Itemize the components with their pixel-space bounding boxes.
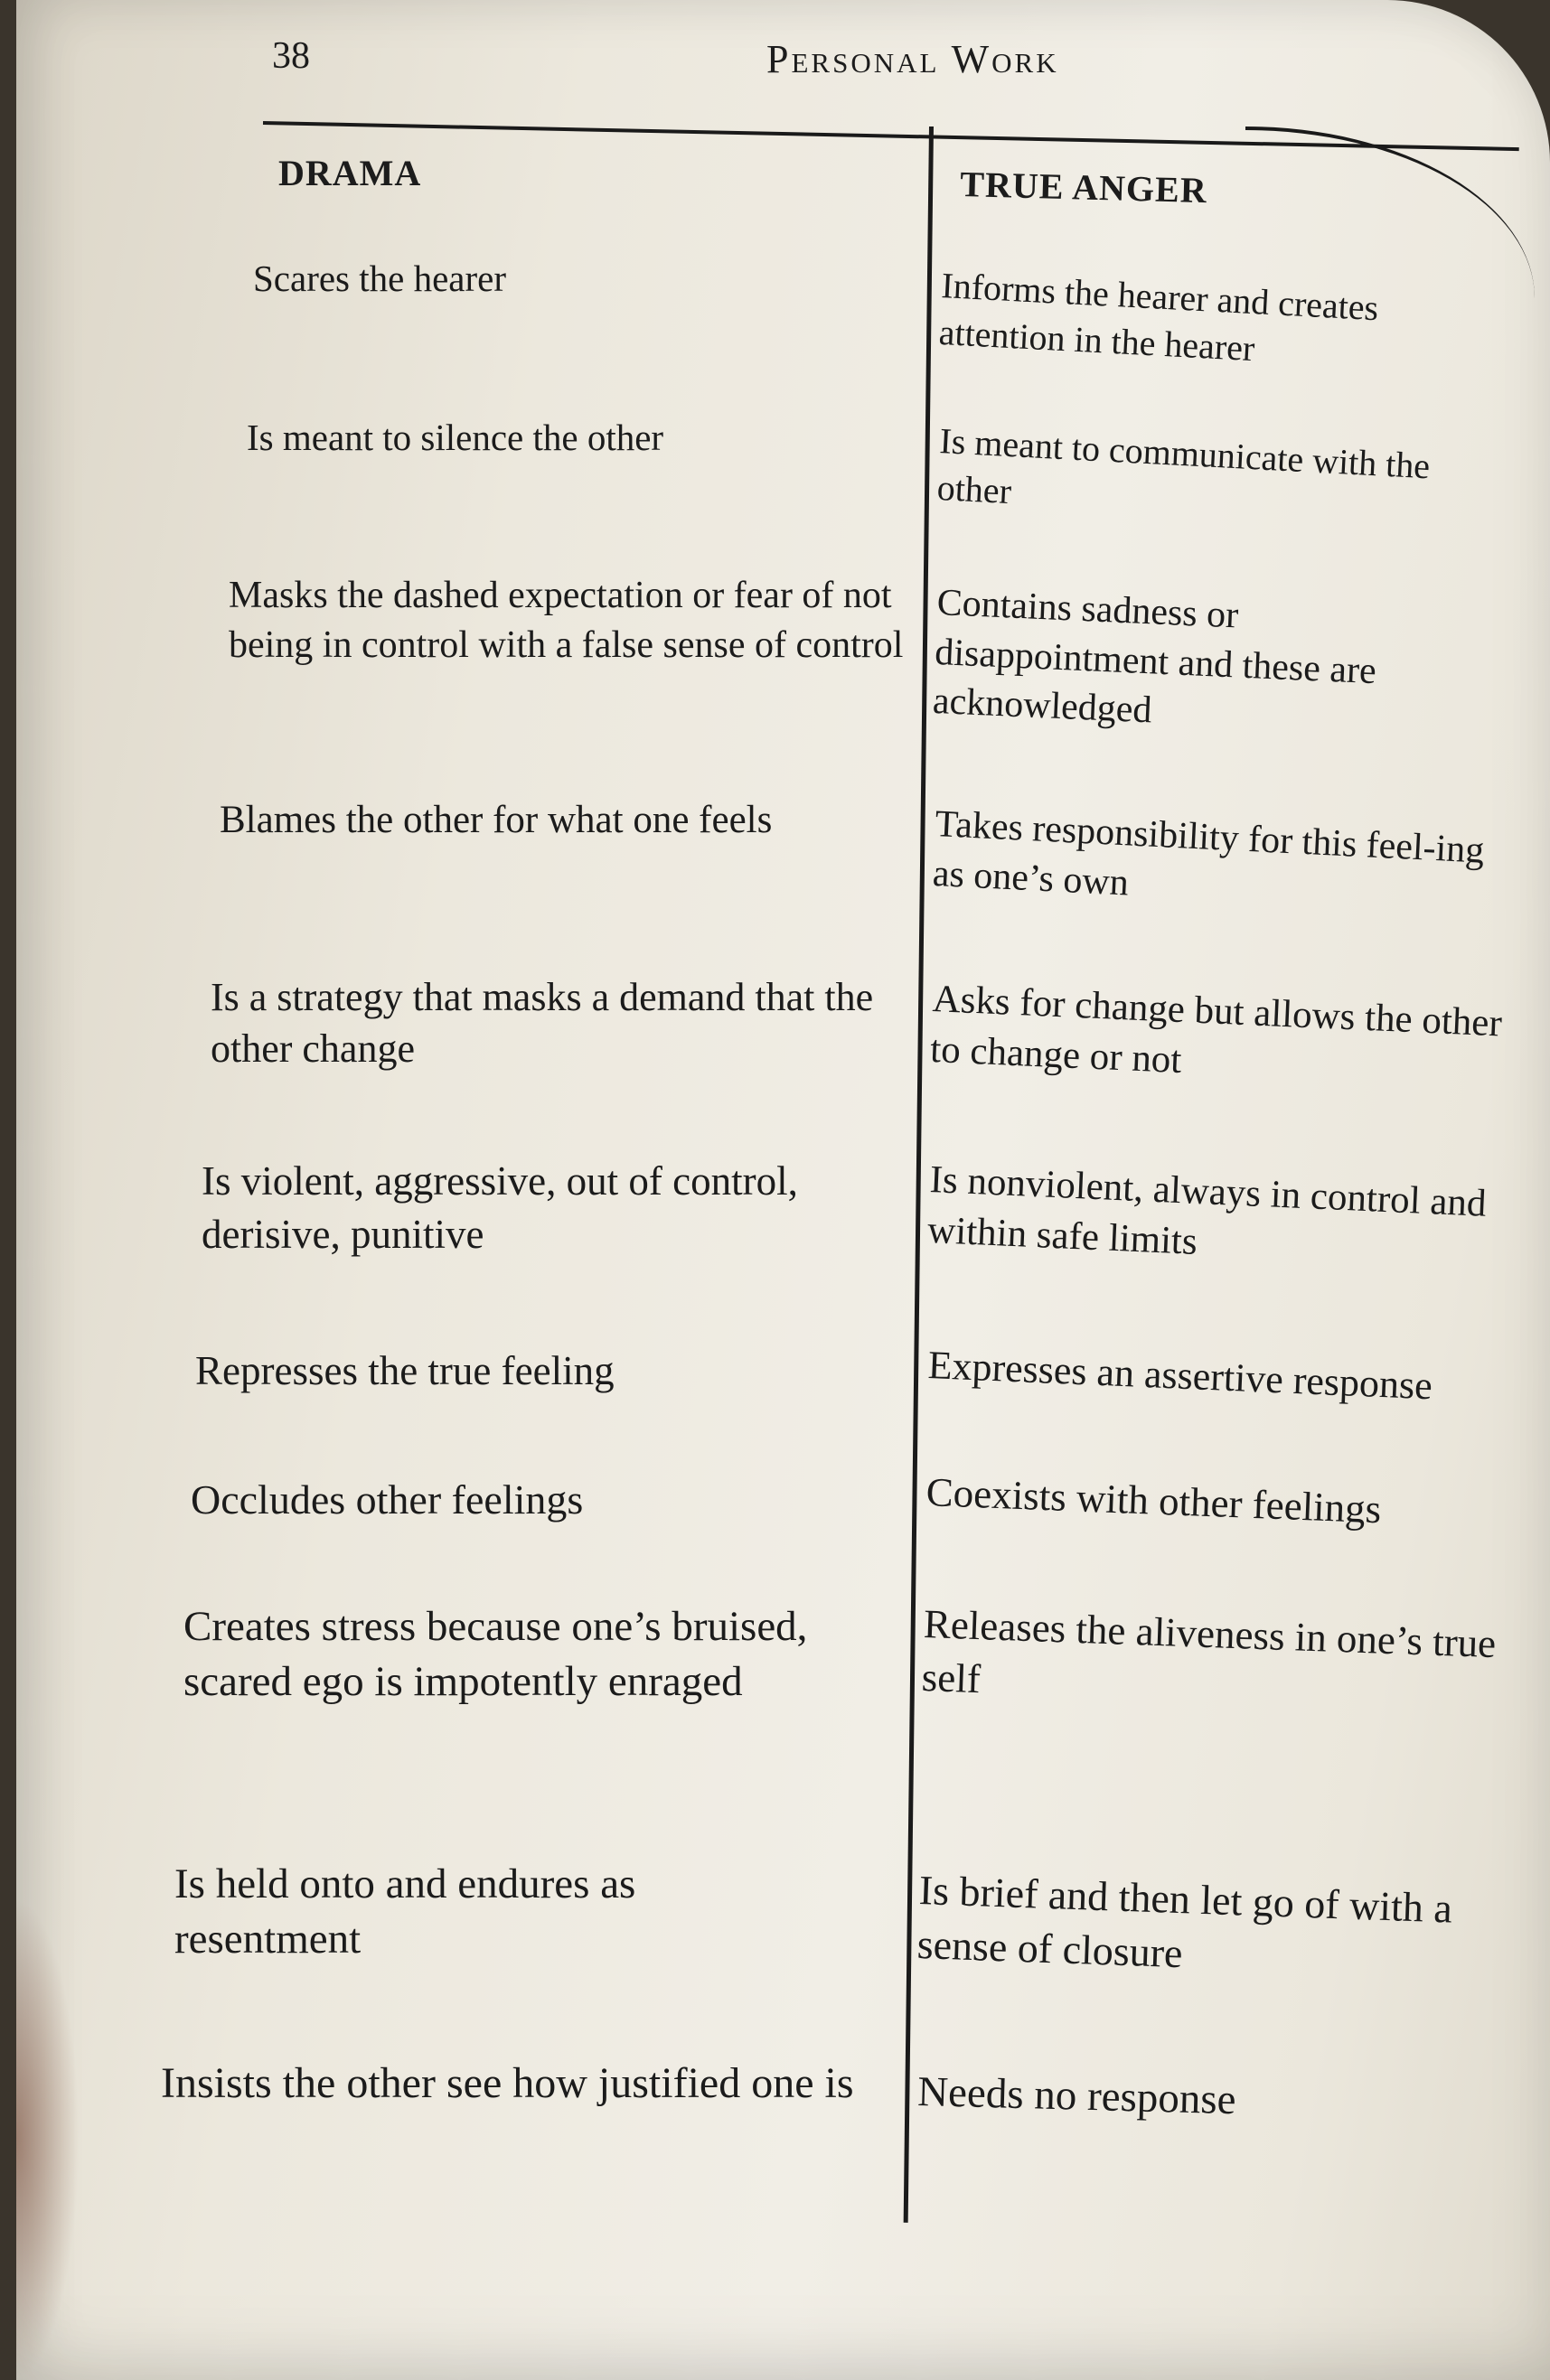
drama-cell: Masks the dashed expectation or fear of not being in control with a false sense of control: [229, 575, 904, 666]
true-anger-cell: Contains sadness or disappointment and these are acknowledged: [932, 581, 1377, 732]
running-head: Personal Work: [766, 37, 1059, 81]
true-anger-cell: Informs the hearer and creates attention in the hearer: [937, 264, 1380, 370]
table-top-rule-curve: [1245, 126, 1535, 302]
drama-cell: Insists the other see how justified one is: [161, 2059, 854, 2107]
drama-cell: Occludes other feelings: [191, 1476, 584, 1523]
drama-cell: Is a strategy that masks a demand that the other change: [211, 975, 874, 1072]
true-anger-cell: Needs no response: [916, 2067, 1237, 2124]
drama-cell: Represses the true feeling: [195, 1348, 615, 1393]
page-number: 38: [272, 35, 310, 77]
true-anger-cell: Is meant to communicate with the other: [935, 419, 1432, 512]
true-anger-cell: Is brief and then let go of with a sense of closure: [916, 1866, 1453, 1976]
true-anger-cell: Expresses an assertive response: [926, 1342, 1433, 1409]
drama-cell: Is violent, aggressive, out of control, derisive, punitive: [202, 1158, 798, 1257]
book-page: [16, 0, 1550, 2380]
true-anger-cell: Asks for change but allows the other to change or not: [929, 977, 1503, 1082]
drama-cell: Scares the hearer: [253, 258, 506, 299]
drama-cell: Creates stress because one’s bruised, scared ego is impotently enraged: [183, 1603, 808, 1706]
column-header-true-anger: TRUE ANGER: [959, 163, 1208, 211]
true-anger-cell: Coexists with other feelings: [925, 1468, 1383, 1532]
drama-cell: Blames the other for what one feels: [220, 799, 773, 841]
thumb-shadow: [16, 1897, 80, 2380]
true-anger-cell: Releases the aliveness in one’s true self: [921, 1600, 1498, 1701]
column-header-drama: DRAMA: [278, 153, 422, 193]
true-anger-cell: Is nonviolent, always in control and within safe limits: [926, 1157, 1488, 1263]
true-anger-cell: Takes responsibility for this feel-ing as one’s own: [931, 802, 1486, 904]
drama-cell: Is held onto and endures as resentment: [174, 1860, 636, 1963]
drama-cell: Is meant to silence the other: [247, 417, 664, 458]
